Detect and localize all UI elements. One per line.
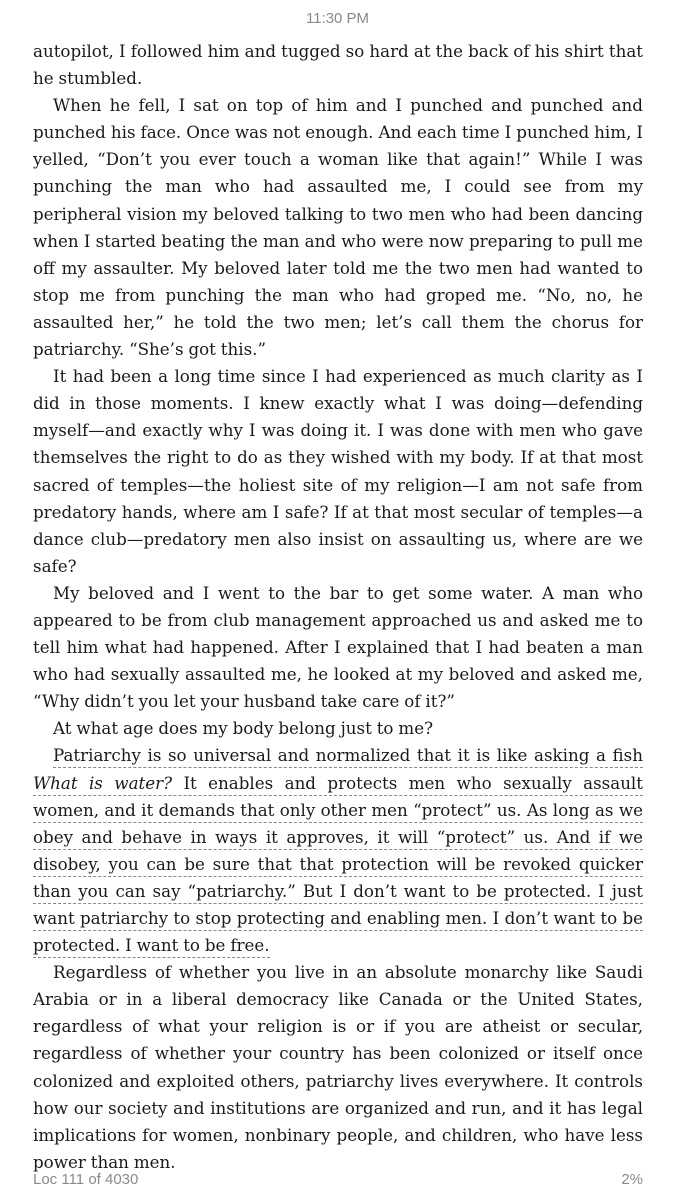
reading-page[interactable] <box>33 38 643 1172</box>
paragraph: Regardless of whether you live in an absolute monarchy like Saudi Arabia or in a liberal democracy like Canada or the United States, regardless of what your religion is or if you are atheist or secular, regardless of whether your country has been colonized or itself once colonized and exploited others, patriarchy lives everywhere. It controls how our society and institutions are organized and run, and it has legal implications for women, nonbinary people, and children, who have less power than men. <box>33 962 643 1172</box>
paragraph: At what age does my body belong just to me? <box>53 718 434 739</box>
highlighted-paragraph[interactable] <box>33 742 643 959</box>
location-indicator[interactable]: Loc 111 of 4030 <box>33 1171 139 1188</box>
paragraph: When he fell, I sat on top of him and I punched and punched and punched his face. Once was not enough. And each time I punched him, I yelled, “Don’t you ever touch a woman like that again!” While I was punching the man who had assaulted me, I could see from my peripheral vision my beloved talking to two men who had been dancing when I started beating the man and who were now preparing to pull me off my assaulter. My beloved later told me the two men had wanted to stop me from punching the man who had groped me. “No, no, he assaulted her,” he told the two men; let’s call them the chorus for patriarchy. “She’s got this.” <box>33 95 643 360</box>
highlight-text-italic: What is water? <box>33 772 173 793</box>
progress-percent: 2% <box>621 1171 643 1188</box>
paragraph-continued: autopilot, I followed him and tugged so hard at the back of his shirt that he stumbled. <box>33 41 643 89</box>
paragraph: My beloved and I went to the bar to get some water. A man who appeared to be from club management approached us and asked me to tell him what had happened. After I explained that I had beaten a man who had sexually assaulted me, he looked at my beloved and asked me, “Why didn’t you let your husband take care of it?” <box>33 582 643 712</box>
status-bar-time: 11:30 PM <box>305 10 370 27</box>
paragraph: It had been a long time since I had experienced as much clarity as I did in those moments. I knew exactly what I was doing—defending myself—and exactly why I was doing it. I was done with men who gave themselves the right to do as they wished with my body. If at that most sacred of temples—the holiest site of my religion—I am not safe from predatory hands, where am I safe? If at that most secular of temples—a dance club—predatory men also insist on assaulting us, where are we safe? <box>33 366 643 576</box>
highlight-text-rest: It enables and protects men who sexually assault women, and it demands that only other men “protect” us. As long as we obey and behave in ways it approves, it will “protect” us. And if we disobey, you can be sure that that protection will be revoked quicker than you can say “patriarchy.” But I don’t want to be protected. I just want patriarchy to stop protecting and enabling men. I don’t want to be protected. I want to be free. <box>33 772 643 956</box>
reading-footer <box>33 1171 643 1188</box>
highlight-text-lead: Patriarchy is so universal and normalized that it is like asking a fish <box>53 745 643 766</box>
